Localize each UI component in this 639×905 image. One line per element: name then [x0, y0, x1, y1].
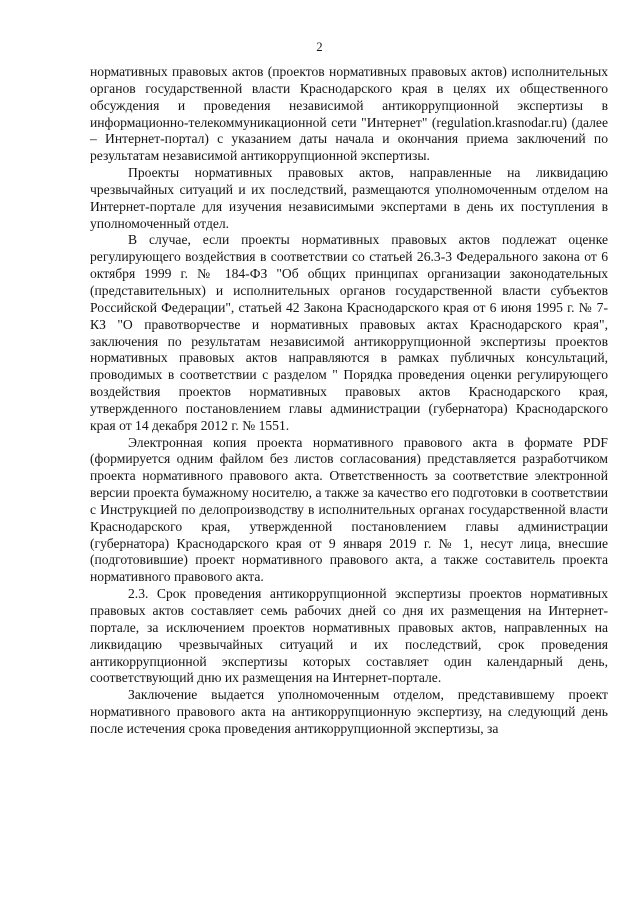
paragraph-regulatory-impact: В случае, если проекты нормативных правовых актов подлежат оценке регулирующего воздействия в соответствии со статьей 26.3-3 Федерального закона от 6 октября 1999 г. № 184-ФЗ "Об общих принципах организации законодательных (представительных) и исполнительных органов государственной власти субъектов Российской Федерации", статьей 42 Закона Краснодарского края от 6 июня 1995 г. № 7-КЗ "О правотворчестве и нормативных правовых актах Краснодарского края", заключения по результатам независимой антикоррупционной экспертизы проектов нормативных правовых актов направляются в рамках публичных консультаций, проводимых в соответствии с разделом " Порядка проведения оценки регулирующего воздействия проектов нормативных правовых актов Краснодарского края, утвержденного постановлением главы администрации (губернатора) Краснодарского края от 14 декабря 2012 г. № 1551.	[90, 232, 608, 433]
paragraph-publication-continuation: нормативных правовых актов (проектов нормативных правовых актов) исполнительных органов государственной власти Краснодарского края в целях их общественного обсуждения и проведения независимой антикоррупционной экспертизы в информационно-телекоммуникационной сети "Интернет" (regulation.krasnodar.ru) (далее – Интернет-портал) с указанием даты начала и окончания приема заключений по результатам независимой антикоррупционной экспертизы.	[90, 64, 608, 164]
paragraph-section-2-3: 2.3. Срок проведения антикоррупционной экспертизы проектов нормативных правовых актов составляет семь рабочих дней со дня их размещения на Интернет-портале, за исключением проектов нормативных правовых актов, направленных на ликвидацию чрезвычайных ситуаций и их последствий, срок проведения антикоррупционной экспертизы которых составляет один календарный день, соответствующий дню их размещения на Интернет-портале.	[90, 586, 608, 686]
paragraph-emergency-projects: Проекты нормативных правовых актов, направленные на ликвидацию чрезвычайных ситуаций и их последствий, размещаются уполномоченным отделом на Интернет-портале для изучения независимыми экспертами в день их поступления в уполномоченный отдел.	[90, 165, 608, 231]
document-body	[90, 64, 608, 738]
page-number: 2	[316, 40, 323, 54]
paragraph-conclusion-issuance: Заключение выдается уполномоченным отделом, представившему проект нормативного правового акта на антикоррупционную экспертизу, на следующий день после истечения срока проведения антикоррупционной экспертизы, за	[90, 687, 608, 736]
paragraph-electronic-copy: Электронная копия проекта нормативного правового акта в формате PDF (формируется одним файлом без листов согласования) представляется разработчиком проекта нормативного правового акта. Ответственность за соответствие электронной версии проекта бумажному носителю, а также за качество его подготовки в соответствии с Инструкцией по делопроизводству в исполнительных органах государственной власти Краснодарского края, утвержденной постановлением главы администрации (губернатора) Краснодарского края от 9 января 2019 г. № 1, несут лица, внесшие (подготовившие) проект нормативного правового акта, а также составитель проекта нормативного правового акта.	[90, 434, 608, 585]
